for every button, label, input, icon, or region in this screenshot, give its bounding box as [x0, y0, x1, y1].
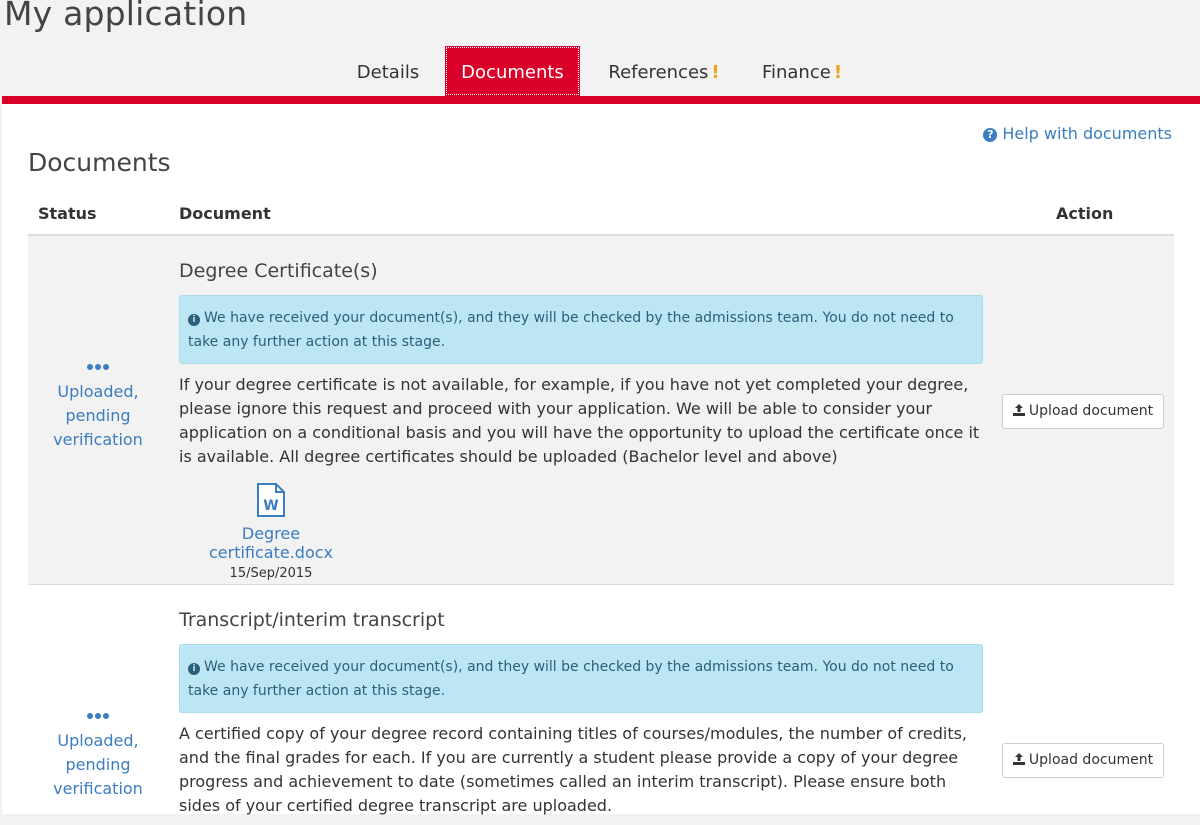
document-title: Degree Certificate(s) — [179, 260, 378, 282]
info-alert-text: We have received your document(s), and they will be checked by the admissions team. You do not need to take any further action at this stage. — [188, 659, 954, 699]
info-alert — [179, 644, 983, 713]
document-description: A certified copy of your degree record containing titles of courses/modules, the number of credits, and the final grades for each. If you are currently a student please provide a copy of your degree progress and achievement to date (sometimes called an interim transcript). Please ensure both sides of your certified degree transcript are uploaded. — [179, 724, 968, 815]
tab-references-label: References — [608, 62, 709, 83]
uploaded-file[interactable] — [179, 483, 363, 581]
document-description: If your degree certificate is not available, for example, if you have not yet completed your degree, please ignore this request and proceed with your application. We will be able to consider your application on a conditional basis and you will have the opportunity to upload the certificate once it is available. All degree certificates should be uploaded (Bachelor level and above) — [179, 375, 980, 466]
tab-documents-label: Documents — [461, 62, 564, 83]
table-row — [28, 585, 1174, 825]
svg-text:W: W — [263, 498, 279, 514]
column-header-action: Action — [1056, 204, 1114, 223]
tab-finance-label: Finance — [761, 62, 831, 83]
tab-underline — [2, 96, 1200, 104]
info-circle-icon: i — [188, 314, 200, 326]
tab-finance[interactable] — [752, 46, 852, 96]
tab-details[interactable] — [344, 46, 432, 96]
info-circle-icon: i — [188, 663, 200, 675]
tab-bar — [0, 46, 1200, 96]
upload-icon — [1013, 753, 1025, 765]
status-cell — [28, 711, 168, 801]
column-header-status: Status — [38, 204, 97, 223]
upload-button-label: Upload document — [1028, 752, 1154, 768]
warning-icon: ! — [711, 62, 720, 83]
column-header-document: Document — [179, 204, 271, 223]
file-date: 15/Sep/2015 — [229, 566, 313, 581]
pending-dots-icon — [28, 711, 168, 723]
help-link-label: Help with documents — [1002, 124, 1172, 143]
document-title: Transcript/interim transcript — [179, 609, 445, 631]
warning-icon: ! — [833, 62, 843, 83]
tab-documents[interactable] — [445, 46, 580, 96]
info-alert-text: We have received your document(s), and they will be checked by the admissions team. You do not need to take any further action at this stage. — [188, 310, 954, 350]
upload-document-button[interactable] — [1002, 743, 1164, 778]
help-with-documents-link[interactable] — [983, 124, 1172, 143]
document-cell — [179, 260, 983, 581]
word-document-icon — [256, 483, 286, 517]
upload-document-button[interactable] — [1002, 394, 1164, 429]
info-alert — [179, 295, 983, 364]
tab-references[interactable] — [598, 46, 730, 96]
document-cell — [179, 609, 983, 818]
status-cell — [28, 362, 168, 452]
status-text: Uploaded, pending verification — [53, 731, 143, 798]
pending-dots-icon — [28, 362, 168, 374]
status-text: Uploaded, pending verification — [53, 382, 143, 449]
tab-details-label: Details — [356, 62, 420, 83]
app-title: My application — [4, 0, 248, 33]
file-name-link[interactable]: Degree certificate.docx — [208, 524, 334, 562]
documents-panel — [2, 104, 1200, 814]
table-row — [28, 236, 1174, 585]
upload-icon — [1013, 404, 1025, 416]
upload-button-label: Upload document — [1028, 403, 1154, 419]
question-circle-icon: ? — [983, 128, 997, 142]
section-title: Documents — [28, 148, 171, 177]
